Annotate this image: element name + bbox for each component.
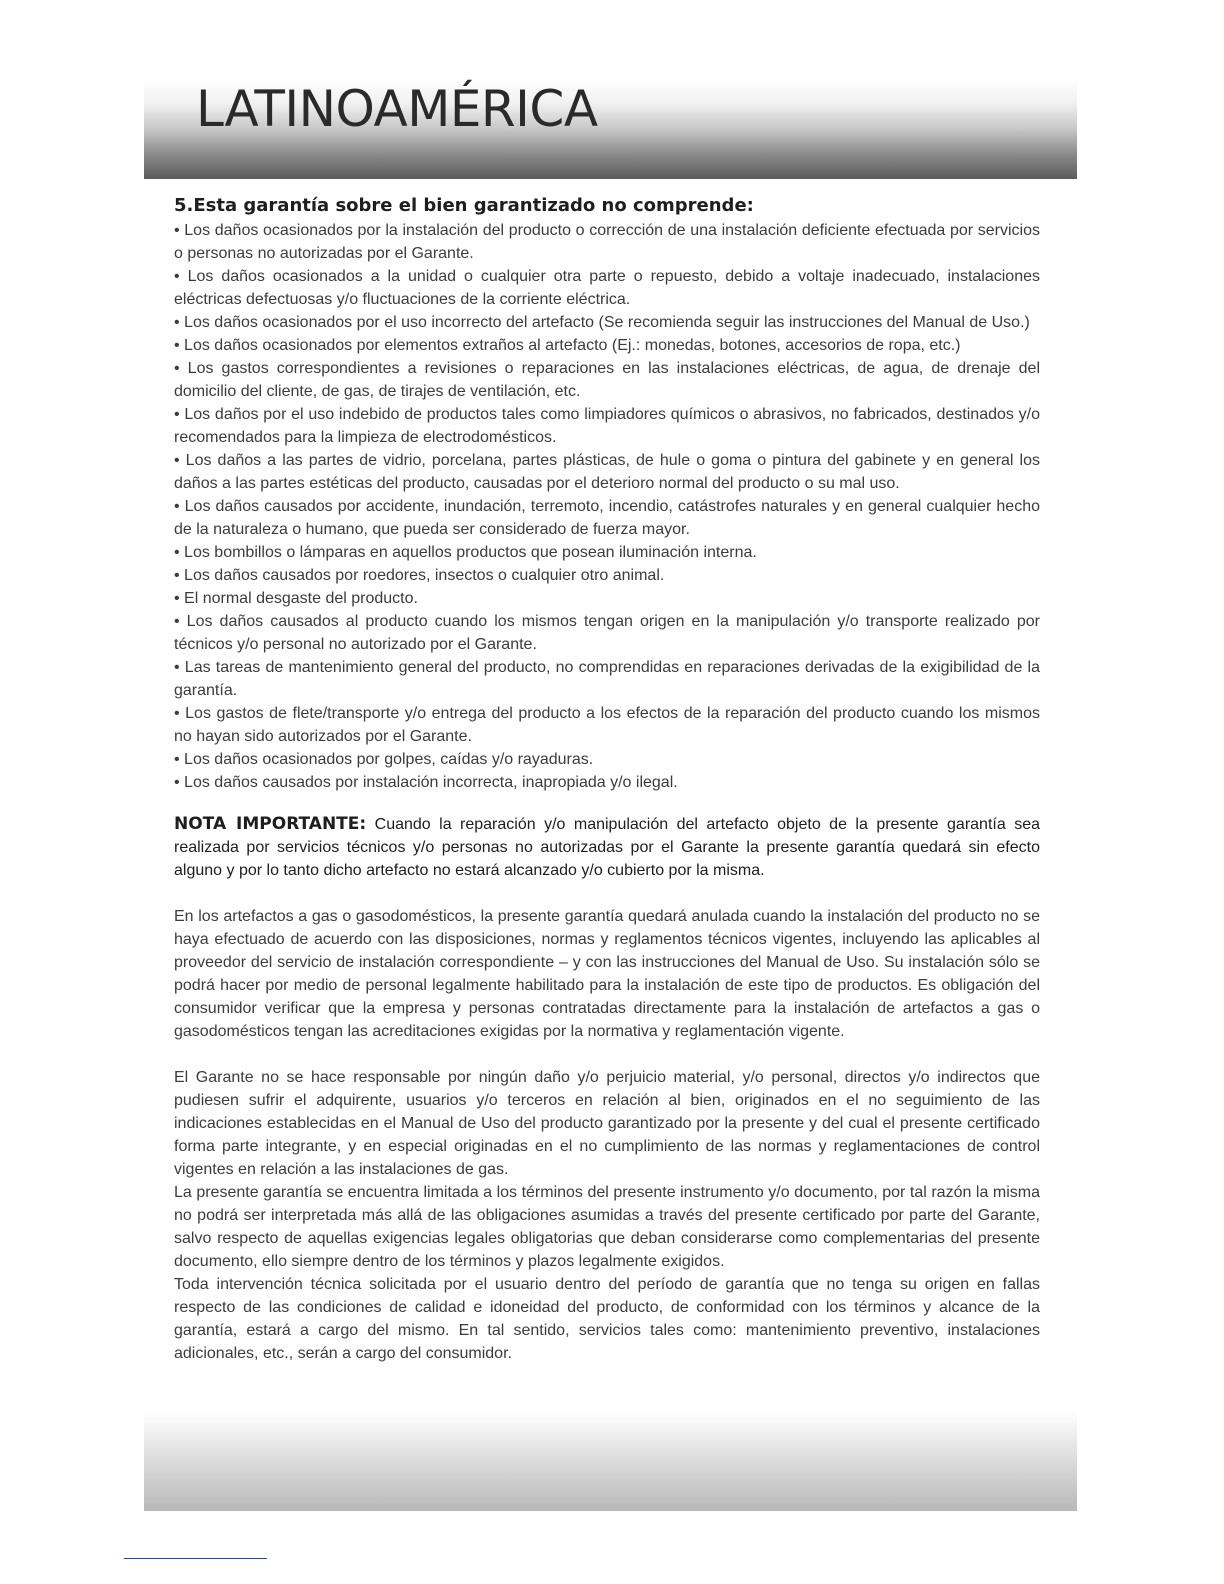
list-item: • Los daños a las partes de vidrio, porcelana, partes plásticas, de hule o goma o pintura del gabinete y en general los daños a las partes estéticas del producto, causadas por el deterioro normal del producto o su mal uso. xyxy=(174,452,1040,492)
list-item: • Los daños ocasionados a la unidad o cualquier otra parte o repuesto, debido a voltaje inadecuado, instalaciones eléctricas defectuosas y/o fluctuaciones de la corriente eléctrica. xyxy=(174,268,1040,308)
list-item: • Las tareas de mantenimiento general del producto, no comprendidas en reparaciones derivadas de la exigibilidad de la garantía. xyxy=(174,659,1040,699)
list-item: • Los daños causados por instalación incorrecta, inapropiada y/o ilegal. xyxy=(174,774,678,791)
page-panel xyxy=(144,78,1077,1511)
list-item: • Los daños ocasionados por golpes, caídas y/o rayaduras. xyxy=(174,751,594,768)
list-item: • Los daños causados al producto cuando los mismos tengan origen en la manipulación y/o transporte realizado por técnicos y/o personal no autorizado por el Garante. xyxy=(174,613,1040,653)
header-band xyxy=(144,78,1077,179)
intervention-paragraph: Toda intervención técnica solicitada por el usuario dentro del período de garantía que no tenga su origen en fallas respecto de las condiciones de calidad e idoneidad del producto, de conformidad con los términos y alcance de la garantía, estará a cargo del mismo. En tal sentido, servicios tales como: mantenimiento preventivo, instalaciones adicionales, etc., serán a cargo del consumidor. xyxy=(174,1276,1040,1362)
note-label: NOTA IMPORTANTE: xyxy=(174,814,367,834)
list-item: • Los daños causados por roedores, insectos o cualquier otro animal. xyxy=(174,567,665,584)
exclusion-list xyxy=(174,219,1040,794)
limits-paragraph: La presente garantía se encuentra limitada a los términos del presente instrumento y/o documento, por tal razón la misma no podrá ser interpretada más allá de las obligaciones asumidas a través del presente certificado por parte del Garante, salvo respecto de aquellas exigencias legales obligatorias que deban considerarse como complementarias del presente documento, ello siempre dentro de los términos y plazos legalmente exigidos. xyxy=(174,1184,1040,1270)
page-title: LATINOAMÉRICA xyxy=(196,80,598,138)
footer-divider xyxy=(124,1558,267,1559)
gas-paragraph: En los artefactos a gas o gasodomésticos, la presente garantía quedará anulada cuando la instalación del producto no se haya efectuado de acuerdo con las disposiciones, normas y reglamentos técnicos vigentes, incluyendo las aplicables al proveedor del servicio de instalación correspondiente – y con las instrucciones del Manual de Uso. Su instalación sólo se podrá hacer por medio de personal legalmente habilitado para la instalación de este tipo de productos. Es obligación del consumidor verificar que la empresa y personas contratadas directamente para la instalación de artefactos a gas o gasodomésticos tengan las acreditaciones exigidas por la normativa y reglamentación vigente. xyxy=(174,908,1040,1040)
list-item: • El normal desgaste del producto. xyxy=(174,590,418,607)
note-text: Cuando la reparación y/o manipulación del artefacto objeto de la presente garantía sea realizada por servicios técnicos y/o personas no autorizadas por el Garante la presente garantía quedará sin efecto alguno y por lo tanto dicho artefacto no estará alcanzado y/o cubierto por la misma. xyxy=(174,816,1040,879)
list-item: • Los bombillos o lámparas en aquellos productos que posean iluminación interna. xyxy=(174,544,757,561)
list-item: • Los daños por el uso indebido de productos tales como limpiadores químicos o abrasivos, no fabricados, destinados y/o recomendados para la limpieza de electrodomésticos. xyxy=(174,406,1040,446)
warranty-content xyxy=(174,193,1040,1365)
list-item: • Los gastos correspondientes a revisiones o reparaciones en las instalaciones eléctricas, de agua, de drenaje del domicilio del cliente, de gas, de tirajes de ventilación, etc. xyxy=(174,360,1040,400)
list-item: • Los daños causados por accidente, inundación, terremoto, incendio, catástrofes naturales y en general cualquier hecho de la naturaleza o humano, que pueda ser considerado de fuerza mayor. xyxy=(174,498,1040,538)
list-item: • Los daños ocasionados por la instalación del producto o corrección de una instalación deficiente efectuada por servicios o personas no autorizadas por el Garante. xyxy=(174,222,1040,262)
section-heading: 5.Esta garantía sobre el bien garantizado no comprende: xyxy=(174,195,754,216)
list-item: • Los daños ocasionados por elementos extraños al artefacto (Ej.: monedas, botones, accesorios de ropa, etc.) xyxy=(174,337,961,354)
liability-paragraph: El Garante no se hace responsable por ningún daño y/o perjuicio material, y/o personal, directos y/o indirectos que pudiesen sufrir el adquirente, usuarios y/o terceros en relación al bien, originados en el no seguimiento de las indicaciones establecidas en el Manual de Uso del producto garantizado por la presente y del cual el presente certificado forma parte integrante, y en especial originadas en el no cumplimiento de las normas y reglamentaciones de control vigentes en relación a las instalaciones de gas. xyxy=(174,1069,1040,1178)
list-item: • Los gastos de flete/transporte y/o entrega del producto a los efectos de la reparación del producto cuando los mismos no hayan sido autorizados por el Garante. xyxy=(174,705,1040,745)
list-item: • Los daños ocasionados por el uso incorrecto del artefacto (Se recomienda seguir las instrucciones del Manual de Uso.) xyxy=(174,314,1030,331)
important-note xyxy=(174,813,1040,882)
